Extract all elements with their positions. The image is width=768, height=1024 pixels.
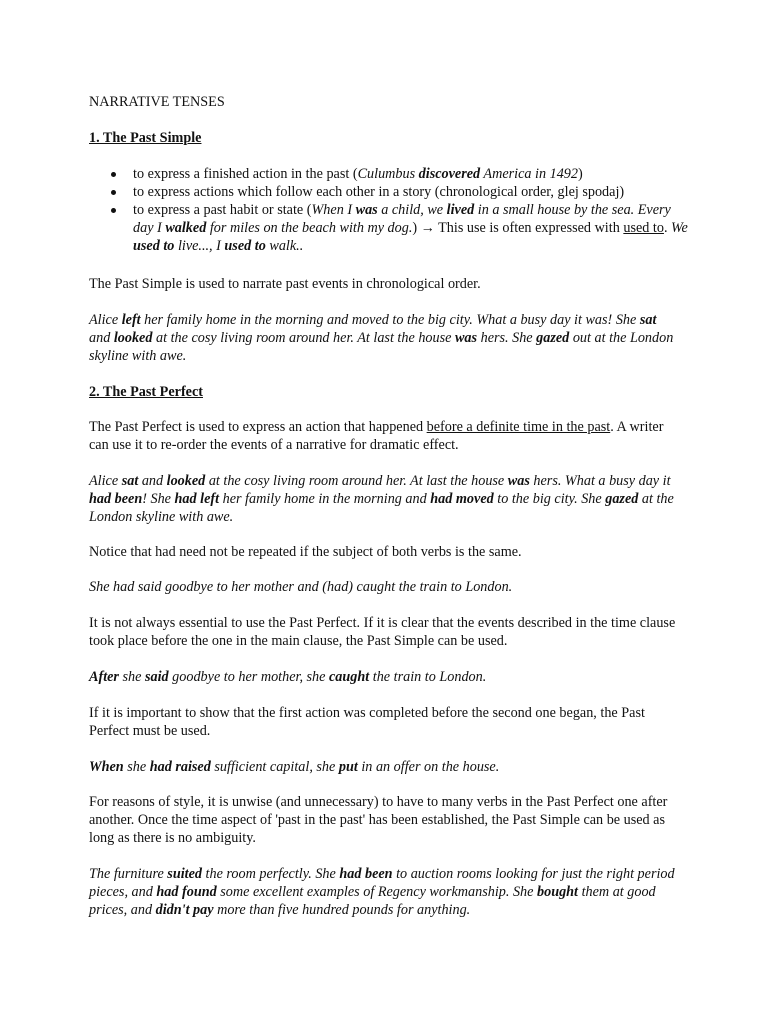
past-perfect-paragraph-4: If it is important to show that the first action was completed before the second one began, the Past Perfect must be used. — [89, 705, 645, 739]
past-perfect-example-1: Alice sat and looked at the cosy living room around her. At last the house was hers. What a busy day it had been! She had left her family home in the morning and had moved to the big city. She gazed at the London skyline with awe. — [89, 473, 674, 525]
document-title: NARRATIVE TENSES — [89, 94, 225, 110]
list-item: to express a past habit or state (When I was a child, we lived in a small house by the sea. Every day I walked for miles on the beach with my dog.) → This use is often expressed with used to. We used to live..., I used to walk.. — [89, 201, 689, 255]
past-perfect-example-4: When she had raised sufficient capital, she put in an offer on the house. — [89, 759, 500, 775]
section-heading-past-simple: 1. The Past Simple — [89, 130, 202, 146]
past-perfect-example-2: She had said goodbye to her mother and (had) caught the train to London. — [89, 579, 513, 595]
bullet-icon — [111, 190, 116, 195]
section-heading-past-perfect: 2. The Past Perfect — [89, 384, 203, 400]
past-simple-paragraph: The Past Simple is used to narrate past events in chronological order. — [89, 276, 481, 292]
past-perfect-paragraph-5: For reasons of style, it is unwise (and unnecessary) to have to many verbs in the Past Perfect one after another. Once the time aspect of 'past in the past' has been established, the Past Simple can be used as long as there is no ambiguity. — [89, 794, 668, 846]
past-perfect-example-5: The furniture suited the room perfectly. She had been to auction rooms looking for just the right period pieces, and had found some excellent examples of Regency workmanship. She bought them at good prices, and didn't pay more than five hundred pounds for anything. — [89, 866, 675, 918]
list-item: to express actions which follow each other in a story (chronological order, glej spodaj) — [89, 183, 689, 201]
bullet-icon — [111, 172, 116, 177]
past-perfect-paragraph-2: Notice that had need not be repeated if the subject of both verbs is the same. — [89, 544, 522, 560]
past-simple-example: Alice left her family home in the morning and moved to the big city. What a busy day it was! She sat and looked at the cosy living room around her. At last the house was hers. She gazed out at the London skyline with awe. — [89, 312, 674, 364]
bullet-icon — [111, 208, 116, 213]
past-perfect-paragraph-1: The Past Perfect is used to express an action that happened before a definite time in the past. A writer can use it to re-order the events of a narrative for dramatic effect. — [89, 419, 664, 453]
list-item: to express a finished action in the past (Culumbus discovered America in 1492) — [89, 165, 689, 183]
past-simple-uses-list — [89, 165, 689, 255]
past-perfect-paragraph-3: It is not always essential to use the Past Perfect. If it is clear that the events described in the time clause took place before the one in the main clause, the Past Simple can be used. — [89, 615, 676, 649]
past-perfect-example-3: After she said goodbye to her mother, she caught the train to London. — [89, 669, 487, 685]
